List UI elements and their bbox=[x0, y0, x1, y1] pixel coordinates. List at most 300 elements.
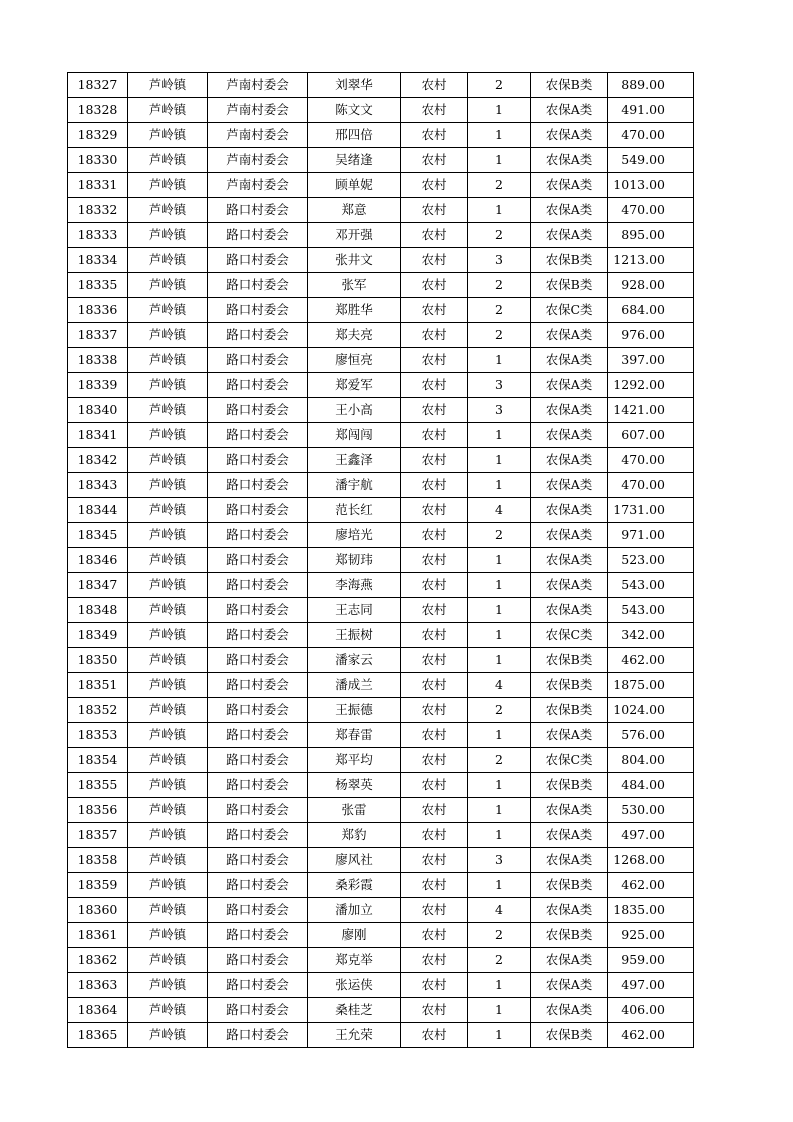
village-committee-cell: 路口村委会 bbox=[208, 448, 308, 473]
table-row bbox=[68, 998, 694, 1023]
town-cell: 芦岭镇 bbox=[128, 848, 208, 873]
town-cell: 芦岭镇 bbox=[128, 548, 208, 573]
household-type-cell: 农村 bbox=[401, 298, 468, 323]
insurance-category-cell: 农保B类 bbox=[531, 698, 608, 723]
insurance-category-cell: 农保A类 bbox=[531, 498, 608, 523]
record-id-cell: 18350 bbox=[68, 648, 128, 673]
name-cell: 邓开强 bbox=[308, 223, 401, 248]
insurance-category-cell: 农保A类 bbox=[531, 373, 608, 398]
town-cell: 芦岭镇 bbox=[128, 773, 208, 798]
record-id-cell: 18360 bbox=[68, 898, 128, 923]
table-row bbox=[68, 798, 694, 823]
member-count-cell: 2 bbox=[468, 523, 531, 548]
village-committee-cell: 路口村委会 bbox=[208, 573, 308, 598]
village-committee-cell: 路口村委会 bbox=[208, 798, 308, 823]
village-committee-cell: 路口村委会 bbox=[208, 523, 308, 548]
amount-cell: 530.00 bbox=[608, 798, 694, 823]
household-type-cell: 农村 bbox=[401, 423, 468, 448]
insurance-category-cell: 农保B类 bbox=[531, 923, 608, 948]
town-cell: 芦岭镇 bbox=[128, 698, 208, 723]
table-row bbox=[68, 373, 694, 398]
household-type-cell: 农村 bbox=[401, 598, 468, 623]
name-cell: 王志同 bbox=[308, 598, 401, 623]
amount-cell: 684.00 bbox=[608, 298, 694, 323]
amount-cell: 889.00 bbox=[608, 73, 694, 98]
name-cell: 廖培光 bbox=[308, 523, 401, 548]
village-committee-cell: 路口村委会 bbox=[208, 648, 308, 673]
household-type-cell: 农村 bbox=[401, 273, 468, 298]
town-cell: 芦岭镇 bbox=[128, 348, 208, 373]
household-type-cell: 农村 bbox=[401, 348, 468, 373]
village-committee-cell: 芦南村委会 bbox=[208, 173, 308, 198]
name-cell: 张井文 bbox=[308, 248, 401, 273]
town-cell: 芦岭镇 bbox=[128, 373, 208, 398]
member-count-cell: 1 bbox=[468, 648, 531, 673]
name-cell: 邢四倍 bbox=[308, 123, 401, 148]
household-type-cell: 农村 bbox=[401, 248, 468, 273]
insurance-category-cell: 农保A类 bbox=[531, 348, 608, 373]
amount-cell: 484.00 bbox=[608, 773, 694, 798]
name-cell: 郑胜华 bbox=[308, 298, 401, 323]
town-cell: 芦岭镇 bbox=[128, 998, 208, 1023]
insurance-category-cell: 农保A类 bbox=[531, 148, 608, 173]
household-type-cell: 农村 bbox=[401, 373, 468, 398]
village-committee-cell: 路口村委会 bbox=[208, 398, 308, 423]
record-id-cell: 18363 bbox=[68, 973, 128, 998]
household-type-cell: 农村 bbox=[401, 873, 468, 898]
record-id-cell: 18362 bbox=[68, 948, 128, 973]
household-type-cell: 农村 bbox=[401, 848, 468, 873]
insurance-category-cell: 农保A类 bbox=[531, 323, 608, 348]
table-row bbox=[68, 148, 694, 173]
member-count-cell: 1 bbox=[468, 973, 531, 998]
amount-cell: 470.00 bbox=[608, 448, 694, 473]
name-cell: 郑闯闯 bbox=[308, 423, 401, 448]
amount-cell: 406.00 bbox=[608, 998, 694, 1023]
table-row bbox=[68, 573, 694, 598]
amount-cell: 462.00 bbox=[608, 1023, 694, 1048]
member-count-cell: 4 bbox=[468, 673, 531, 698]
member-count-cell: 1 bbox=[468, 1023, 531, 1048]
town-cell: 芦岭镇 bbox=[128, 73, 208, 98]
village-committee-cell: 路口村委会 bbox=[208, 248, 308, 273]
member-count-cell: 1 bbox=[468, 998, 531, 1023]
town-cell: 芦岭镇 bbox=[128, 948, 208, 973]
insurance-category-cell: 农保A类 bbox=[531, 823, 608, 848]
table-row bbox=[68, 173, 694, 198]
village-committee-cell: 路口村委会 bbox=[208, 373, 308, 398]
table-row bbox=[68, 773, 694, 798]
insurance-category-cell: 农保B类 bbox=[531, 773, 608, 798]
amount-cell: 928.00 bbox=[608, 273, 694, 298]
record-id-cell: 18332 bbox=[68, 198, 128, 223]
table-row bbox=[68, 323, 694, 348]
insurance-category-cell: 农保C类 bbox=[531, 623, 608, 648]
record-id-cell: 18361 bbox=[68, 923, 128, 948]
member-count-cell: 4 bbox=[468, 898, 531, 923]
record-id-cell: 18330 bbox=[68, 148, 128, 173]
member-count-cell: 3 bbox=[468, 848, 531, 873]
household-type-cell: 农村 bbox=[401, 673, 468, 698]
insurance-category-cell: 农保A类 bbox=[531, 223, 608, 248]
member-count-cell: 2 bbox=[468, 223, 531, 248]
insurance-category-cell: 农保A类 bbox=[531, 423, 608, 448]
village-committee-cell: 芦南村委会 bbox=[208, 73, 308, 98]
name-cell: 郑春雷 bbox=[308, 723, 401, 748]
member-count-cell: 1 bbox=[468, 598, 531, 623]
village-committee-cell: 路口村委会 bbox=[208, 1023, 308, 1048]
village-committee-cell: 路口村委会 bbox=[208, 823, 308, 848]
name-cell: 范长红 bbox=[308, 498, 401, 523]
town-cell: 芦岭镇 bbox=[128, 173, 208, 198]
insurance-category-cell: 农保A类 bbox=[531, 123, 608, 148]
village-committee-cell: 路口村委会 bbox=[208, 873, 308, 898]
amount-cell: 1024.00 bbox=[608, 698, 694, 723]
table-row bbox=[68, 523, 694, 548]
town-cell: 芦岭镇 bbox=[128, 673, 208, 698]
household-type-cell: 农村 bbox=[401, 798, 468, 823]
member-count-cell: 1 bbox=[468, 573, 531, 598]
record-id-cell: 18364 bbox=[68, 998, 128, 1023]
town-cell: 芦岭镇 bbox=[128, 323, 208, 348]
member-count-cell: 2 bbox=[468, 73, 531, 98]
village-committee-cell: 路口村委会 bbox=[208, 223, 308, 248]
insurance-category-cell: 农保B类 bbox=[531, 873, 608, 898]
village-committee-cell: 路口村委会 bbox=[208, 898, 308, 923]
town-cell: 芦岭镇 bbox=[128, 523, 208, 548]
amount-cell: 462.00 bbox=[608, 873, 694, 898]
town-cell: 芦岭镇 bbox=[128, 498, 208, 523]
town-cell: 芦岭镇 bbox=[128, 748, 208, 773]
town-cell: 芦岭镇 bbox=[128, 223, 208, 248]
amount-cell: 397.00 bbox=[608, 348, 694, 373]
village-committee-cell: 路口村委会 bbox=[208, 773, 308, 798]
table-row bbox=[68, 698, 694, 723]
table-row bbox=[68, 648, 694, 673]
village-committee-cell: 路口村委会 bbox=[208, 198, 308, 223]
amount-cell: 523.00 bbox=[608, 548, 694, 573]
household-type-cell: 农村 bbox=[401, 773, 468, 798]
table-row bbox=[68, 223, 694, 248]
table-row bbox=[68, 423, 694, 448]
name-cell: 王振德 bbox=[308, 698, 401, 723]
name-cell: 廖刚 bbox=[308, 923, 401, 948]
amount-cell: 470.00 bbox=[608, 198, 694, 223]
member-count-cell: 2 bbox=[468, 323, 531, 348]
insurance-category-cell: 农保A类 bbox=[531, 798, 608, 823]
village-committee-cell: 芦南村委会 bbox=[208, 98, 308, 123]
town-cell: 芦岭镇 bbox=[128, 198, 208, 223]
name-cell: 王允荣 bbox=[308, 1023, 401, 1048]
name-cell: 李海燕 bbox=[308, 573, 401, 598]
table-row bbox=[68, 948, 694, 973]
household-type-cell: 农村 bbox=[401, 98, 468, 123]
insurance-category-cell: 农保A类 bbox=[531, 448, 608, 473]
table-row bbox=[68, 198, 694, 223]
town-cell: 芦岭镇 bbox=[128, 648, 208, 673]
household-type-cell: 农村 bbox=[401, 148, 468, 173]
name-cell: 潘家云 bbox=[308, 648, 401, 673]
town-cell: 芦岭镇 bbox=[128, 448, 208, 473]
household-type-cell: 农村 bbox=[401, 648, 468, 673]
amount-cell: 549.00 bbox=[608, 148, 694, 173]
insurance-category-cell: 农保A类 bbox=[531, 598, 608, 623]
village-committee-cell: 路口村委会 bbox=[208, 623, 308, 648]
name-cell: 杨翠英 bbox=[308, 773, 401, 798]
member-count-cell: 2 bbox=[468, 173, 531, 198]
insurance-category-cell: 农保B类 bbox=[531, 673, 608, 698]
insurance-category-cell: 农保A类 bbox=[531, 898, 608, 923]
town-cell: 芦岭镇 bbox=[128, 473, 208, 498]
name-cell: 张运侠 bbox=[308, 973, 401, 998]
household-type-cell: 农村 bbox=[401, 523, 468, 548]
amount-cell: 1835.00 bbox=[608, 898, 694, 923]
member-count-cell: 2 bbox=[468, 298, 531, 323]
member-count-cell: 2 bbox=[468, 698, 531, 723]
record-id-cell: 18333 bbox=[68, 223, 128, 248]
member-count-cell: 2 bbox=[468, 948, 531, 973]
insurance-category-cell: 农保A类 bbox=[531, 998, 608, 1023]
table-row bbox=[68, 473, 694, 498]
insurance-category-cell: 农保A类 bbox=[531, 848, 608, 873]
member-count-cell: 1 bbox=[468, 423, 531, 448]
town-cell: 芦岭镇 bbox=[128, 1023, 208, 1048]
insurance-category-cell: 农保A类 bbox=[531, 98, 608, 123]
household-type-cell: 农村 bbox=[401, 823, 468, 848]
household-type-cell: 农村 bbox=[401, 398, 468, 423]
household-type-cell: 农村 bbox=[401, 323, 468, 348]
town-cell: 芦岭镇 bbox=[128, 973, 208, 998]
amount-cell: 497.00 bbox=[608, 823, 694, 848]
amount-cell: 1013.00 bbox=[608, 173, 694, 198]
roster-body bbox=[68, 73, 694, 1048]
record-id-cell: 18357 bbox=[68, 823, 128, 848]
table-row bbox=[68, 448, 694, 473]
village-committee-cell: 路口村委会 bbox=[208, 998, 308, 1023]
record-id-cell: 18337 bbox=[68, 323, 128, 348]
amount-cell: 543.00 bbox=[608, 573, 694, 598]
household-type-cell: 农村 bbox=[401, 998, 468, 1023]
insurance-category-cell: 农保A类 bbox=[531, 198, 608, 223]
record-id-cell: 18344 bbox=[68, 498, 128, 523]
member-count-cell: 3 bbox=[468, 398, 531, 423]
member-count-cell: 1 bbox=[468, 473, 531, 498]
record-id-cell: 18351 bbox=[68, 673, 128, 698]
household-type-cell: 农村 bbox=[401, 723, 468, 748]
record-id-cell: 18353 bbox=[68, 723, 128, 748]
record-id-cell: 18356 bbox=[68, 798, 128, 823]
town-cell: 芦岭镇 bbox=[128, 398, 208, 423]
member-count-cell: 4 bbox=[468, 498, 531, 523]
amount-cell: 462.00 bbox=[608, 648, 694, 673]
record-id-cell: 18358 bbox=[68, 848, 128, 873]
amount-cell: 1731.00 bbox=[608, 498, 694, 523]
town-cell: 芦岭镇 bbox=[128, 723, 208, 748]
record-id-cell: 18336 bbox=[68, 298, 128, 323]
table-row bbox=[68, 973, 694, 998]
insurance-category-cell: 农保B类 bbox=[531, 648, 608, 673]
name-cell: 郑克举 bbox=[308, 948, 401, 973]
insurance-category-cell: 农保B类 bbox=[531, 273, 608, 298]
amount-cell: 895.00 bbox=[608, 223, 694, 248]
table-row bbox=[68, 273, 694, 298]
record-id-cell: 18342 bbox=[68, 448, 128, 473]
record-id-cell: 18331 bbox=[68, 173, 128, 198]
household-type-cell: 农村 bbox=[401, 898, 468, 923]
town-cell: 芦岭镇 bbox=[128, 923, 208, 948]
amount-cell: 470.00 bbox=[608, 123, 694, 148]
village-committee-cell: 路口村委会 bbox=[208, 473, 308, 498]
village-committee-cell: 路口村委会 bbox=[208, 348, 308, 373]
insurance-category-cell: 农保A类 bbox=[531, 473, 608, 498]
name-cell: 王小高 bbox=[308, 398, 401, 423]
member-count-cell: 2 bbox=[468, 748, 531, 773]
record-id-cell: 18345 bbox=[68, 523, 128, 548]
name-cell: 张雷 bbox=[308, 798, 401, 823]
village-committee-cell: 芦南村委会 bbox=[208, 123, 308, 148]
record-id-cell: 18328 bbox=[68, 98, 128, 123]
amount-cell: 607.00 bbox=[608, 423, 694, 448]
record-id-cell: 18354 bbox=[68, 748, 128, 773]
name-cell: 潘宇航 bbox=[308, 473, 401, 498]
village-committee-cell: 路口村委会 bbox=[208, 723, 308, 748]
amount-cell: 1421.00 bbox=[608, 398, 694, 423]
record-id-cell: 18338 bbox=[68, 348, 128, 373]
member-count-cell: 1 bbox=[468, 123, 531, 148]
amount-cell: 497.00 bbox=[608, 973, 694, 998]
name-cell: 王振树 bbox=[308, 623, 401, 648]
name-cell: 陈文文 bbox=[308, 98, 401, 123]
village-committee-cell: 路口村委会 bbox=[208, 848, 308, 873]
amount-cell: 1268.00 bbox=[608, 848, 694, 873]
insurance-category-cell: 农保A类 bbox=[531, 948, 608, 973]
table-row bbox=[68, 898, 694, 923]
town-cell: 芦岭镇 bbox=[128, 798, 208, 823]
name-cell: 桑彩霞 bbox=[308, 873, 401, 898]
name-cell: 廖风社 bbox=[308, 848, 401, 873]
amount-cell: 1292.00 bbox=[608, 373, 694, 398]
table-row bbox=[68, 398, 694, 423]
member-count-cell: 1 bbox=[468, 873, 531, 898]
amount-cell: 342.00 bbox=[608, 623, 694, 648]
amount-cell: 971.00 bbox=[608, 523, 694, 548]
household-type-cell: 农村 bbox=[401, 123, 468, 148]
village-committee-cell: 路口村委会 bbox=[208, 298, 308, 323]
name-cell: 郑意 bbox=[308, 198, 401, 223]
member-count-cell: 3 bbox=[468, 373, 531, 398]
record-id-cell: 18327 bbox=[68, 73, 128, 98]
record-id-cell: 18339 bbox=[68, 373, 128, 398]
household-type-cell: 农村 bbox=[401, 923, 468, 948]
member-count-cell: 2 bbox=[468, 923, 531, 948]
table-row bbox=[68, 98, 694, 123]
name-cell: 郑豹 bbox=[308, 823, 401, 848]
village-committee-cell: 路口村委会 bbox=[208, 948, 308, 973]
member-count-cell: 1 bbox=[468, 548, 531, 573]
table-row bbox=[68, 123, 694, 148]
table-row bbox=[68, 848, 694, 873]
household-type-cell: 农村 bbox=[401, 473, 468, 498]
village-committee-cell: 路口村委会 bbox=[208, 498, 308, 523]
village-committee-cell: 路口村委会 bbox=[208, 548, 308, 573]
town-cell: 芦岭镇 bbox=[128, 598, 208, 623]
town-cell: 芦岭镇 bbox=[128, 823, 208, 848]
insurance-category-cell: 农保B类 bbox=[531, 73, 608, 98]
name-cell: 郑韧玮 bbox=[308, 548, 401, 573]
roster-table bbox=[67, 72, 694, 1048]
record-id-cell: 18359 bbox=[68, 873, 128, 898]
town-cell: 芦岭镇 bbox=[128, 98, 208, 123]
amount-cell: 1213.00 bbox=[608, 248, 694, 273]
amount-cell: 543.00 bbox=[608, 598, 694, 623]
member-count-cell: 1 bbox=[468, 148, 531, 173]
record-id-cell: 18334 bbox=[68, 248, 128, 273]
amount-cell: 1875.00 bbox=[608, 673, 694, 698]
town-cell: 芦岭镇 bbox=[128, 248, 208, 273]
town-cell: 芦岭镇 bbox=[128, 148, 208, 173]
insurance-category-cell: 农保B类 bbox=[531, 1023, 608, 1048]
household-type-cell: 农村 bbox=[401, 698, 468, 723]
member-count-cell: 1 bbox=[468, 98, 531, 123]
insurance-category-cell: 农保B类 bbox=[531, 248, 608, 273]
household-type-cell: 农村 bbox=[401, 498, 468, 523]
village-committee-cell: 路口村委会 bbox=[208, 923, 308, 948]
record-id-cell: 18329 bbox=[68, 123, 128, 148]
town-cell: 芦岭镇 bbox=[128, 898, 208, 923]
amount-cell: 976.00 bbox=[608, 323, 694, 348]
member-count-cell: 1 bbox=[468, 448, 531, 473]
table-row bbox=[68, 598, 694, 623]
name-cell: 廖恒亮 bbox=[308, 348, 401, 373]
name-cell: 王鑫泽 bbox=[308, 448, 401, 473]
member-count-cell: 1 bbox=[468, 798, 531, 823]
insurance-category-cell: 农保A类 bbox=[531, 173, 608, 198]
household-type-cell: 农村 bbox=[401, 623, 468, 648]
insurance-category-cell: 农保C类 bbox=[531, 298, 608, 323]
table-row bbox=[68, 298, 694, 323]
table-row bbox=[68, 498, 694, 523]
record-id-cell: 18355 bbox=[68, 773, 128, 798]
household-type-cell: 农村 bbox=[401, 973, 468, 998]
village-committee-cell: 路口村委会 bbox=[208, 748, 308, 773]
record-id-cell: 18365 bbox=[68, 1023, 128, 1048]
table-row bbox=[68, 873, 694, 898]
village-committee-cell: 路口村委会 bbox=[208, 273, 308, 298]
village-committee-cell: 路口村委会 bbox=[208, 598, 308, 623]
amount-cell: 470.00 bbox=[608, 473, 694, 498]
record-id-cell: 18349 bbox=[68, 623, 128, 648]
table-row bbox=[68, 723, 694, 748]
table-row bbox=[68, 1023, 694, 1048]
insurance-category-cell: 农保A类 bbox=[531, 573, 608, 598]
village-committee-cell: 路口村委会 bbox=[208, 698, 308, 723]
insurance-category-cell: 农保A类 bbox=[531, 548, 608, 573]
insurance-category-cell: 农保A类 bbox=[531, 973, 608, 998]
member-count-cell: 1 bbox=[468, 823, 531, 848]
member-count-cell: 1 bbox=[468, 198, 531, 223]
village-committee-cell: 路口村委会 bbox=[208, 323, 308, 348]
household-type-cell: 农村 bbox=[401, 198, 468, 223]
household-type-cell: 农村 bbox=[401, 173, 468, 198]
table-row bbox=[68, 248, 694, 273]
name-cell: 郑平均 bbox=[308, 748, 401, 773]
name-cell: 郑爱军 bbox=[308, 373, 401, 398]
town-cell: 芦岭镇 bbox=[128, 423, 208, 448]
village-committee-cell: 路口村委会 bbox=[208, 423, 308, 448]
insurance-category-cell: 农保A类 bbox=[531, 723, 608, 748]
household-type-cell: 农村 bbox=[401, 448, 468, 473]
amount-cell: 804.00 bbox=[608, 748, 694, 773]
